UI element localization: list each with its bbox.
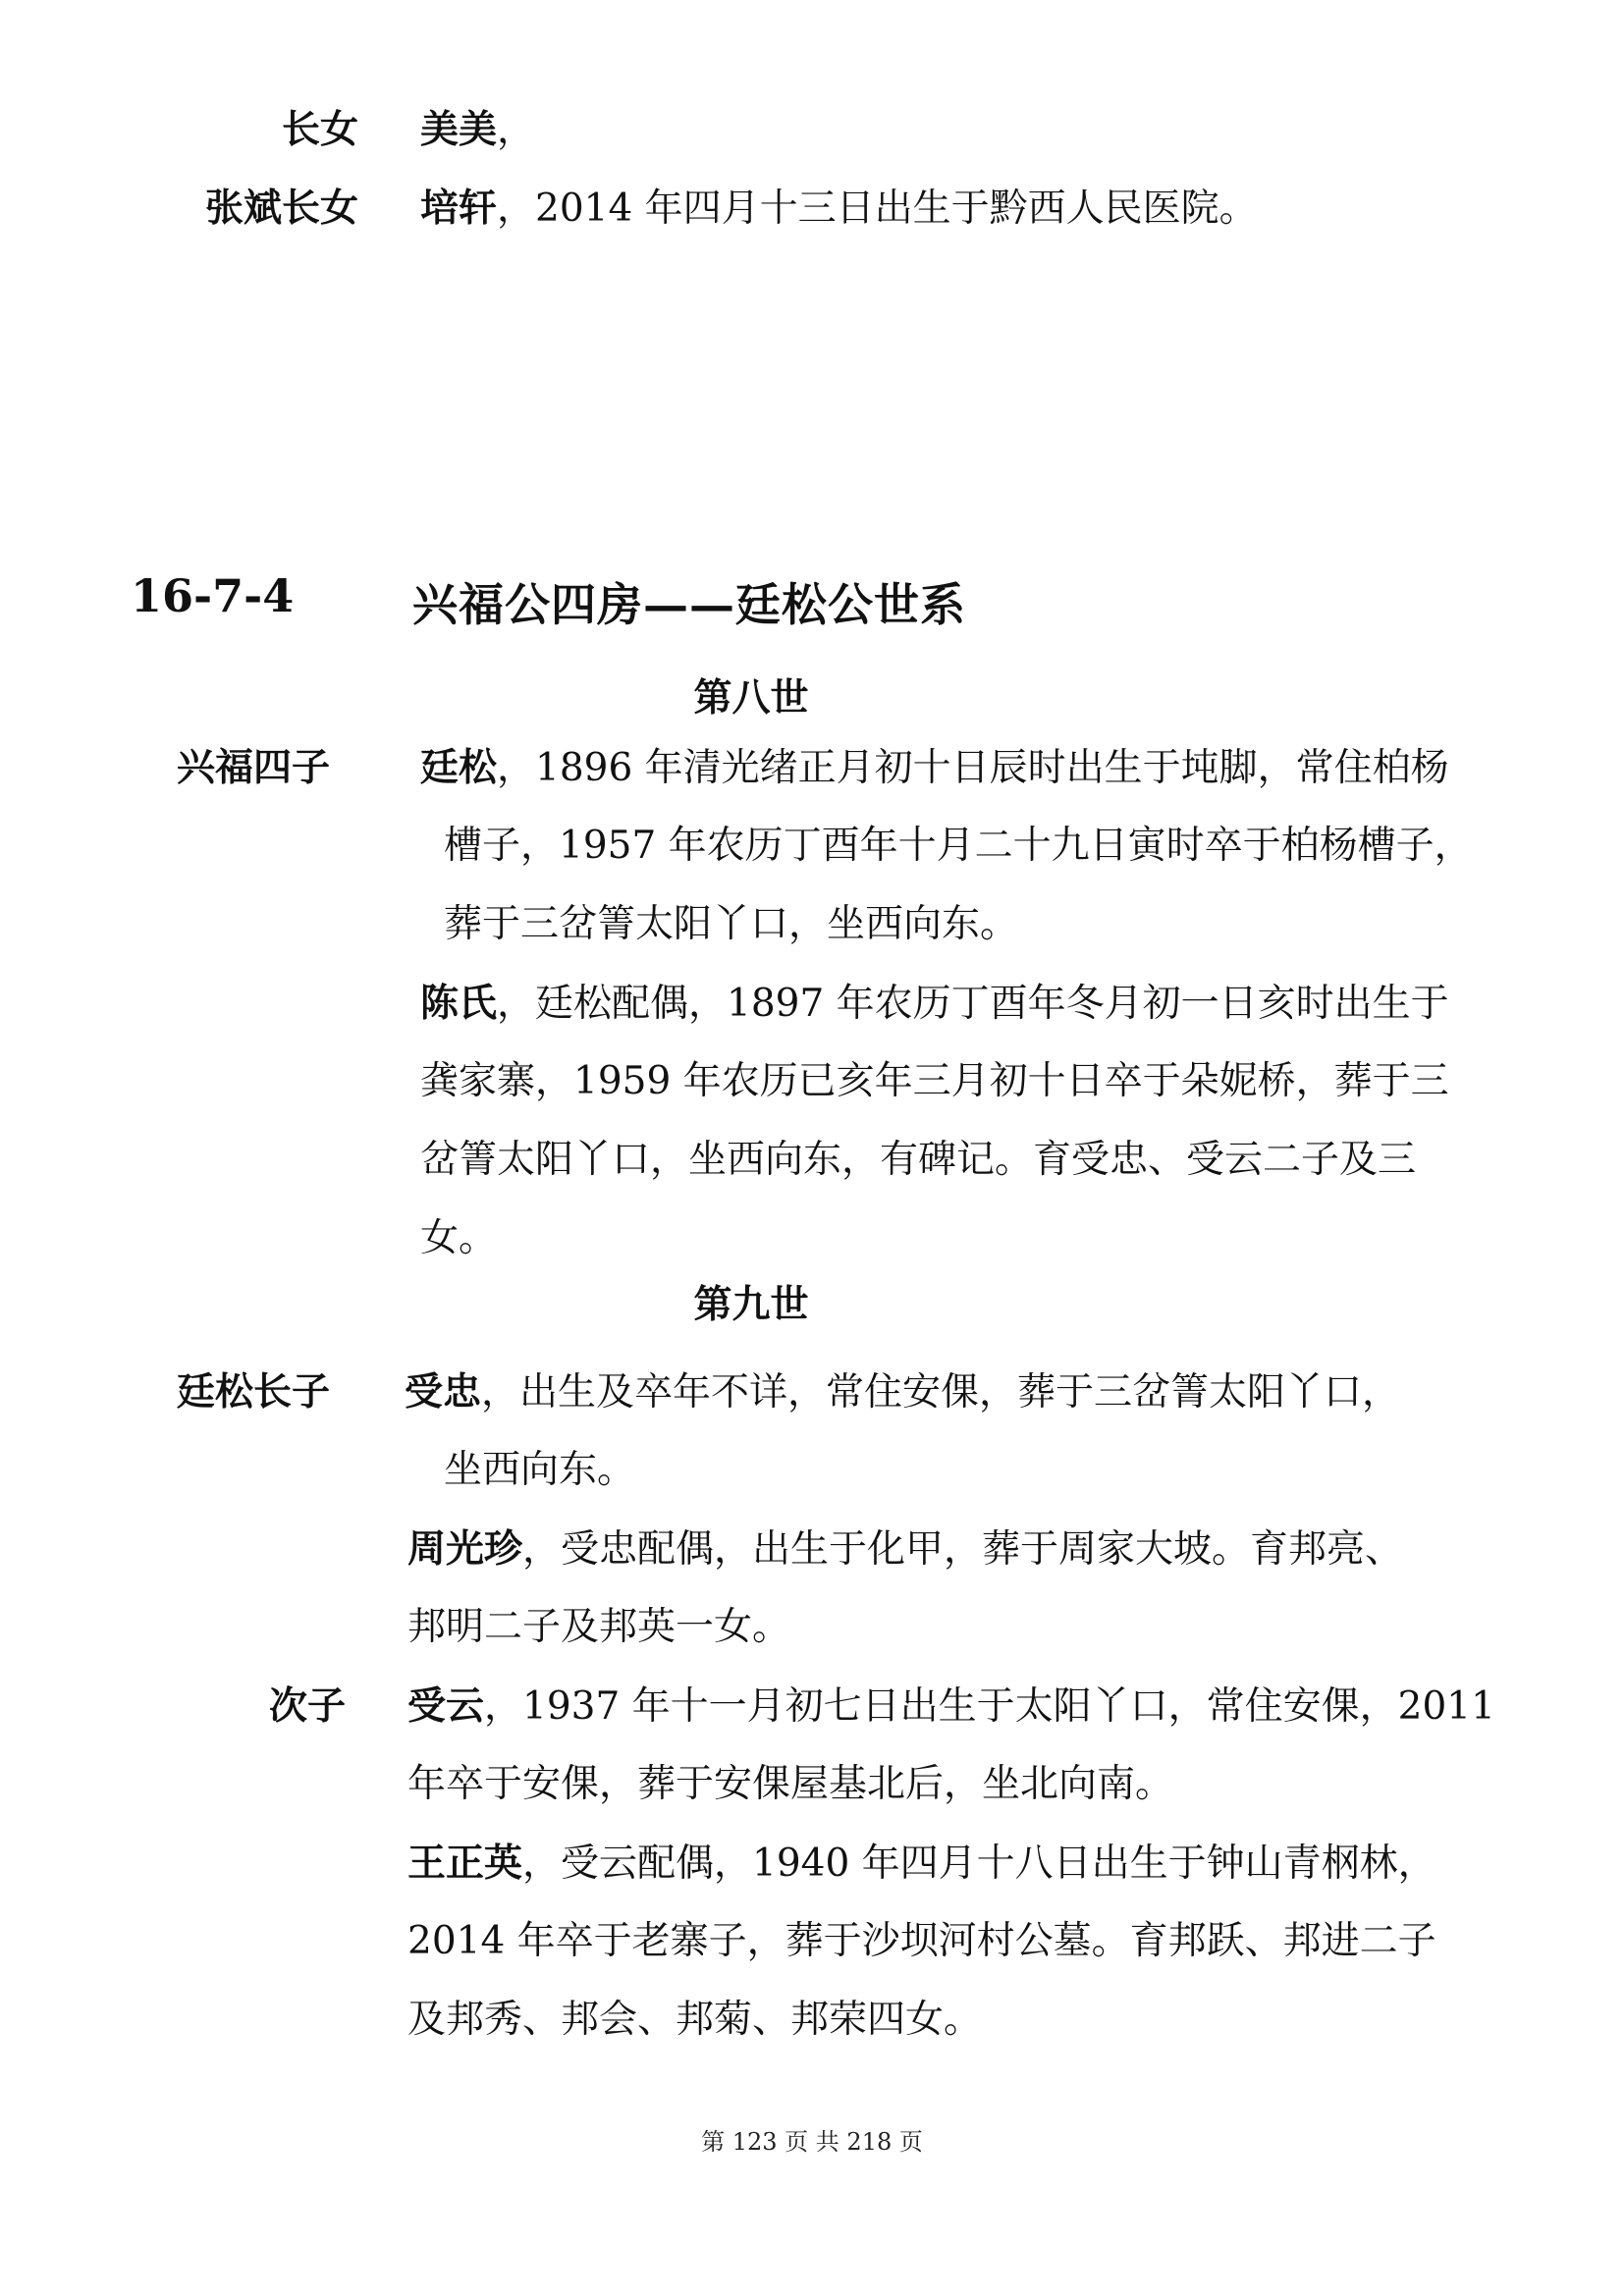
person-name: 受忠 — [405, 1369, 482, 1415]
entry-label: 廷松长子 — [177, 1369, 331, 1415]
entry-detail: ，出生及卒年不详，常住安倮，葬于三岔箐太阳丫口， — [481, 1370, 1401, 1415]
page-number-footer: 第 123 页 共 218 页 — [701, 2128, 923, 2156]
person-name: 受云 — [407, 1683, 485, 1729]
spouse-detail: ，廷松配偶，1897 年农历丁酉年冬月初一日亥时出生于 — [497, 982, 1449, 1026]
entry-line: 年卒于安倮，葬于安倮屋基北后，坐北向南。 — [407, 1762, 1174, 1806]
generation-title: 第八世 — [693, 675, 809, 721]
generation-title: 第九世 — [693, 1282, 809, 1327]
spouse-line: 邦明二子及邦英一女。 — [407, 1605, 791, 1649]
entry-line: 葬于三岔箐太阳丫口，坐西向东。 — [444, 902, 1019, 946]
entry-detail: ，1896 年清光绪正月初十日辰时出生于坉脚，常住柏杨 — [497, 746, 1449, 790]
spouse-name: 陈氏 — [420, 981, 498, 1026]
spouse-line: 及邦秀、邦会、邦菊、邦荣四女。 — [407, 1998, 983, 2042]
person-name: 美美 — [420, 107, 498, 152]
spouse-line: 女。 — [420, 1216, 498, 1260]
spouse-line — [407, 1510, 1403, 1589]
spouse-name: 周光珍 — [407, 1526, 523, 1572]
entry-line: 槽子，1957 年农历丁酉年十月二十九日寅时卒于柏杨槽子， — [444, 824, 1473, 868]
person-name: 廷松 — [420, 745, 498, 790]
spouse-line: 岔箐太阳丫口，坐西向东，有碑记。育受忠、受云二子及三 — [420, 1138, 1417, 1182]
spouse-detail: ，受忠配偶，出生于化甲，葬于周家大坡。育邦亮、 — [522, 1527, 1404, 1572]
entry-line — [420, 728, 1449, 808]
spouse-name: 王正英 — [407, 1841, 523, 1886]
spouse-detail: ，受云配偶，1940 年四月十八日出生于钟山青㭎林， — [522, 1842, 1436, 1886]
entry-line: 坐西向东。 — [444, 1448, 636, 1492]
spouse-line: 龚家寨，1959 年农历已亥年三月初十日卒于朵妮桥，葬于三 — [420, 1059, 1449, 1103]
entry-text — [420, 90, 535, 170]
entry-line — [405, 1353, 1400, 1432]
entry-label: 长女 — [281, 107, 358, 152]
entry-detail: ，1937 年十一月初七日出生于太阳丫口，常住安倮，2011 — [484, 1684, 1495, 1729]
entry-text — [420, 169, 1258, 248]
entry-label: 兴福四子 — [177, 745, 331, 790]
entry-detail: ， — [497, 108, 536, 152]
entry-label: 张斌长女 — [204, 186, 358, 231]
section-title: 兴福公四房——廷松公世系 — [412, 578, 966, 631]
spouse-line — [407, 1824, 1436, 1903]
entry-detail: ，2014 年四月十三日出生于黔西人民医院。 — [497, 187, 1258, 231]
section-number: 16-7-4 — [131, 569, 295, 622]
spouse-line: 2014 年卒于老寨子，葬于沙坝河村公墓。育邦跃、邦进二子 — [407, 1919, 1436, 1963]
spouse-line — [420, 964, 1449, 1043]
entry-label: 次子 — [268, 1683, 346, 1729]
entry-line — [407, 1667, 1495, 1746]
person-name: 培轩 — [420, 186, 498, 231]
